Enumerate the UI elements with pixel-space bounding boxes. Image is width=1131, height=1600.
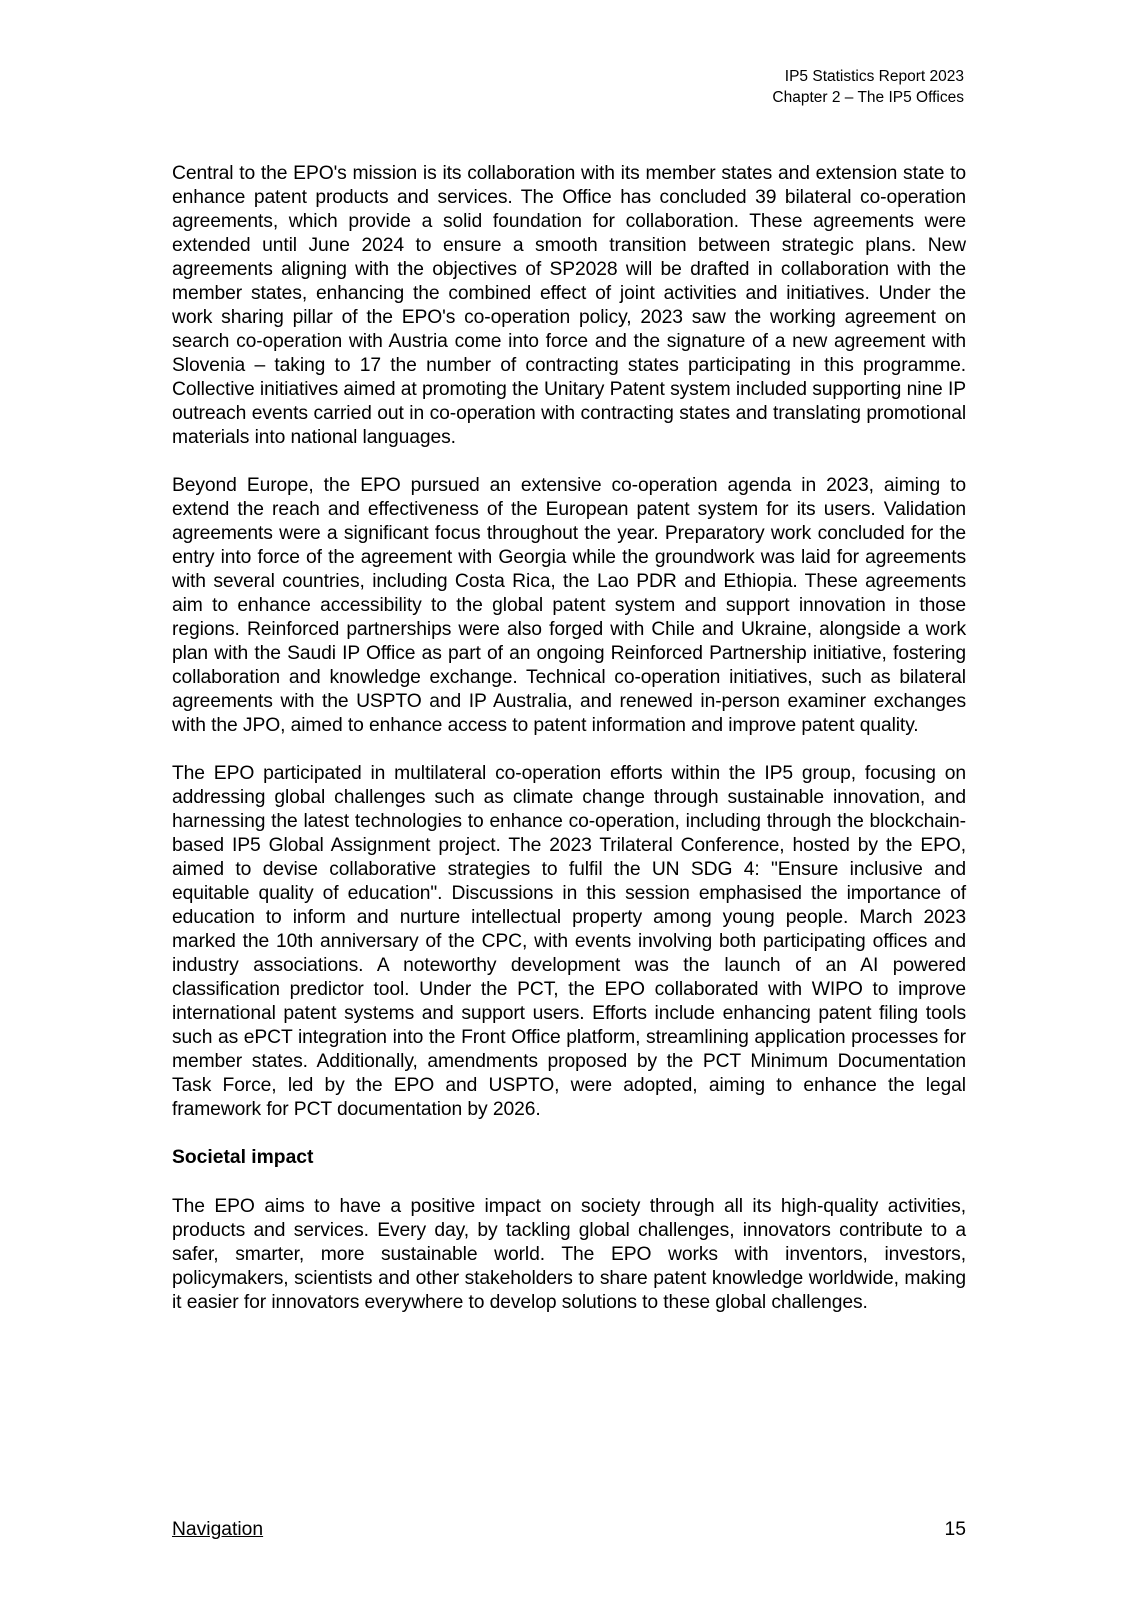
page-number: 15 [944,1519,966,1540]
page-header [772,66,964,108]
paragraph-beyond-europe: Beyond Europe, the EPO pursued an extensive co-operation agenda in 2023, aiming to extend the reach and effectiveness of the European patent system for its users. Validation agreements were a significant focus throughout the year. Preparatory work concluded for the entry into force of the agreement with Georgia while the groundwork was laid for agreements with several countries, including Costa Rica, the Lao PDR and Ethiopia. These agreements aim to enhance accessibility to the global patent system and support innovation in those regions. Reinforced partnerships were also forged with Chile and Ukraine, alongside a work plan with the Saudi IP Office as part of an ongoing Reinforced Partnership initiative, fostering collaboration and knowledge exchange. Technical co-operation initiatives, such as bilateral agreements with the USPTO and IP Australia, and renewed in-person examiner exchanges with the JPO, aimed to enhance access to patent information and improve patent quality. [172,475,966,736]
section-heading-societal-impact: Societal impact [172,1147,314,1168]
paragraph-multilateral-cooperation: The EPO participated in multilateral co-operation efforts within the IP5 group, focusing on addressing global challenges such as climate change through sustainable innovation, and harnessing the latest technologies to enhance co-operation, including through the blockchain-based IP5 Global Assignment project. The 2023 Trilateral Conference, hosted by the EPO, aimed to devise collaborative strategies to fulfil the UN SDG 4: "Ensure inclusive and equitable quality of education". Discussions in this session emphasised the importance of education to inform and nurture intellectual property among young people. March 2023 marked the 10th anniversary of the CPC, with events involving both participating offices and industry associations. A noteworthy development was the launch of an AI powered classification predictor tool. Under the PCT, the EPO collaborated with WIPO to improve international patent systems and support users. Efforts include enhancing patent filing tools such as ePCT integration into the Front Office platform, streamlining application processes for member states. Additionally, amendments proposed by the PCT Minimum Documentation Task Force, led by the EPO and USPTO, were adopted, aiming to enhance the legal framework for PCT documentation by 2026. [172,763,966,1120]
report-title: IP5 Statistics Report 2023 [784,68,964,85]
page-footer [172,1518,966,1542]
navigation-link[interactable]: Navigation [172,1519,264,1540]
page-content [172,162,966,1339]
chapter-title: Chapter 2 – The IP5 Offices [772,89,964,106]
paragraph-societal-impact: The EPO aims to have a positive impact on society through all its high-quality activities, products and services. Every day, by tackling global challenges, innovators contribute to a safer, smarter, more sustainable world. The EPO works with inventors, investors, policymakers, scientists and other stakeholders to share patent knowledge worldwide, making it easier for innovators everywhere to develop solutions to these global challenges. [172,1196,966,1313]
paragraph-member-states-cooperation: Central to the EPO's mission is its collaboration with its member states and extension state to enhance patent products and services. The Office has concluded 39 bilateral co-operation agreements, which provide a solid foundation for collaboration. These agreements were extended until June 2024 to ensure a smooth transition between strategic plans. New agreements aligning with the objectives of SP2028 will be drafted in collaboration with the member states, enhancing the combined effect of joint activities and initiatives. Under the work sharing pillar of the EPO's co-operation policy, 2023 saw the working agreement on search co-operation with Austria come into force and the signature of a new agreement with Slovenia – taking to 17 the number of contracting states participating in this programme. Collective initiatives aimed at promoting the Unitary Patent system included supporting nine IP outreach events carried out in co-operation with contracting states and translating promotional materials into national languages. [172,163,966,448]
